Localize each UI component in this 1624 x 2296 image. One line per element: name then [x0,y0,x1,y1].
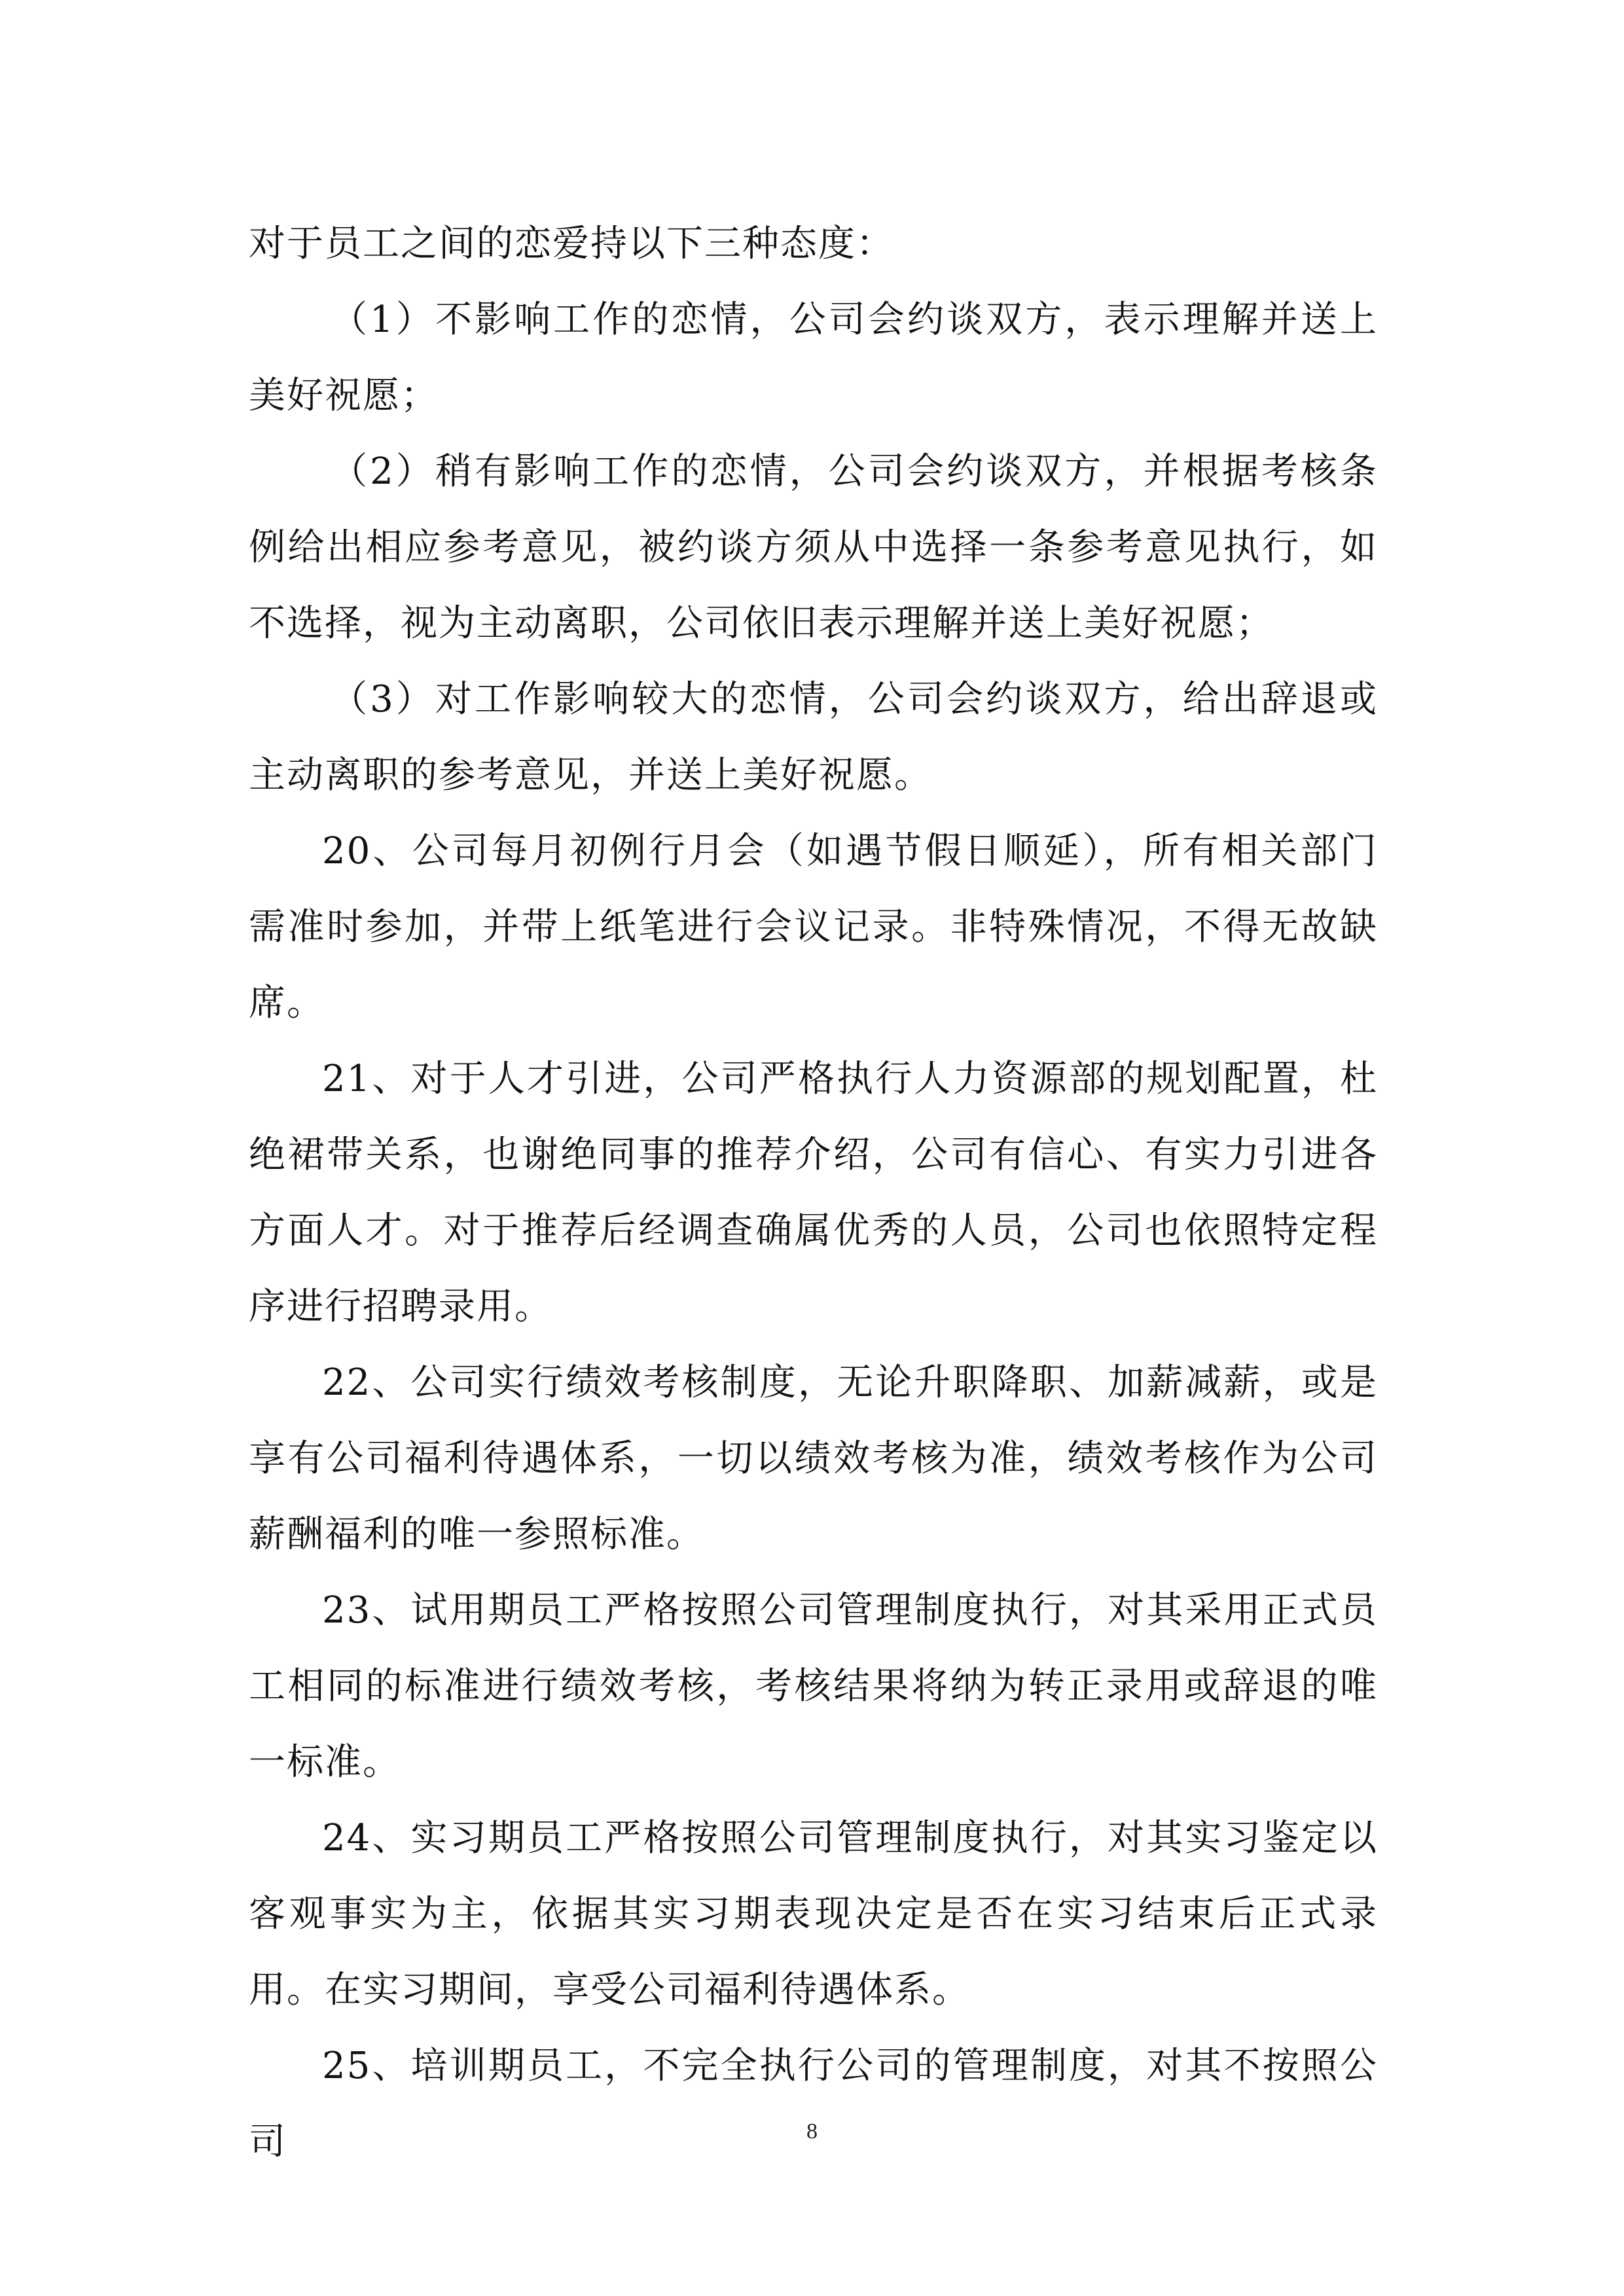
paragraph-clause-22: 22、公司实行绩效考核制度，无论升职降职、加薪减薪，或是享有公司福利待遇体系，一切以绩效考核为准，绩效考核作为公司薪酬福利的唯一参照标准。 [249,1361,1378,1556]
paragraph-item-1: （1）不影响工作的恋情，公司会约谈双方，表示理解并送上美好祝愿； [249,298,1378,417]
paragraph-clause-24: 24、实习期员工严格按照公司管理制度执行，对其实习鉴定以客观事实为主，依据其实习期表现决定是否在实习结束后正式录用。在实习期间，享受公司福利待遇体系。 [249,1817,1378,2011]
paragraph-clause-23: 23、试用期员工严格按照公司管理制度执行，对其采用正式员工相同的标准进行绩效考核，考核结果将纳为转正录用或辞退的唯一标准。 [249,1589,1378,1784]
paragraph-item-3: （3）对工作影响较大的恋情，公司会约谈双方，给出辞退或主动离职的参考意见，并送上美好祝愿。 [249,678,1378,797]
paragraph-clause-25: 25、培训期员工，不完全执行公司的管理制度，对其不按照公司 [249,2045,1378,2163]
page-number: 8 [806,2119,818,2144]
paragraph-clause-21: 21、对于人才引进，公司严格执行人力资源部的规划配置，杜绝裙带关系，也谢绝同事的推荐介绍，公司有信心、有实力引进各方面人才。对于推荐后经调查确属优秀的人员，公司也依照特定程序进行招聘录用。 [249,1058,1378,1328]
body-text [249,206,1378,2180]
paragraph-intro: 对于员工之间的恋爱持以下三种态度： [249,223,894,265]
paragraph-item-2: （2）稍有影响工作的恋情，公司会约谈双方，并根据考核条例给出相应参考意见，被约谈方须从中选择一条参考意见执行，如不选择，视为主动离职，公司依旧表示理解并送上美好祝愿； [249,450,1378,645]
paragraph-clause-20: 20、公司每月初例行月会（如遇节假日顺延），所有相关部门需准时参加，并带上纸笔进行会议记录。非特殊情况，不得无故缺席。 [249,830,1378,1024]
